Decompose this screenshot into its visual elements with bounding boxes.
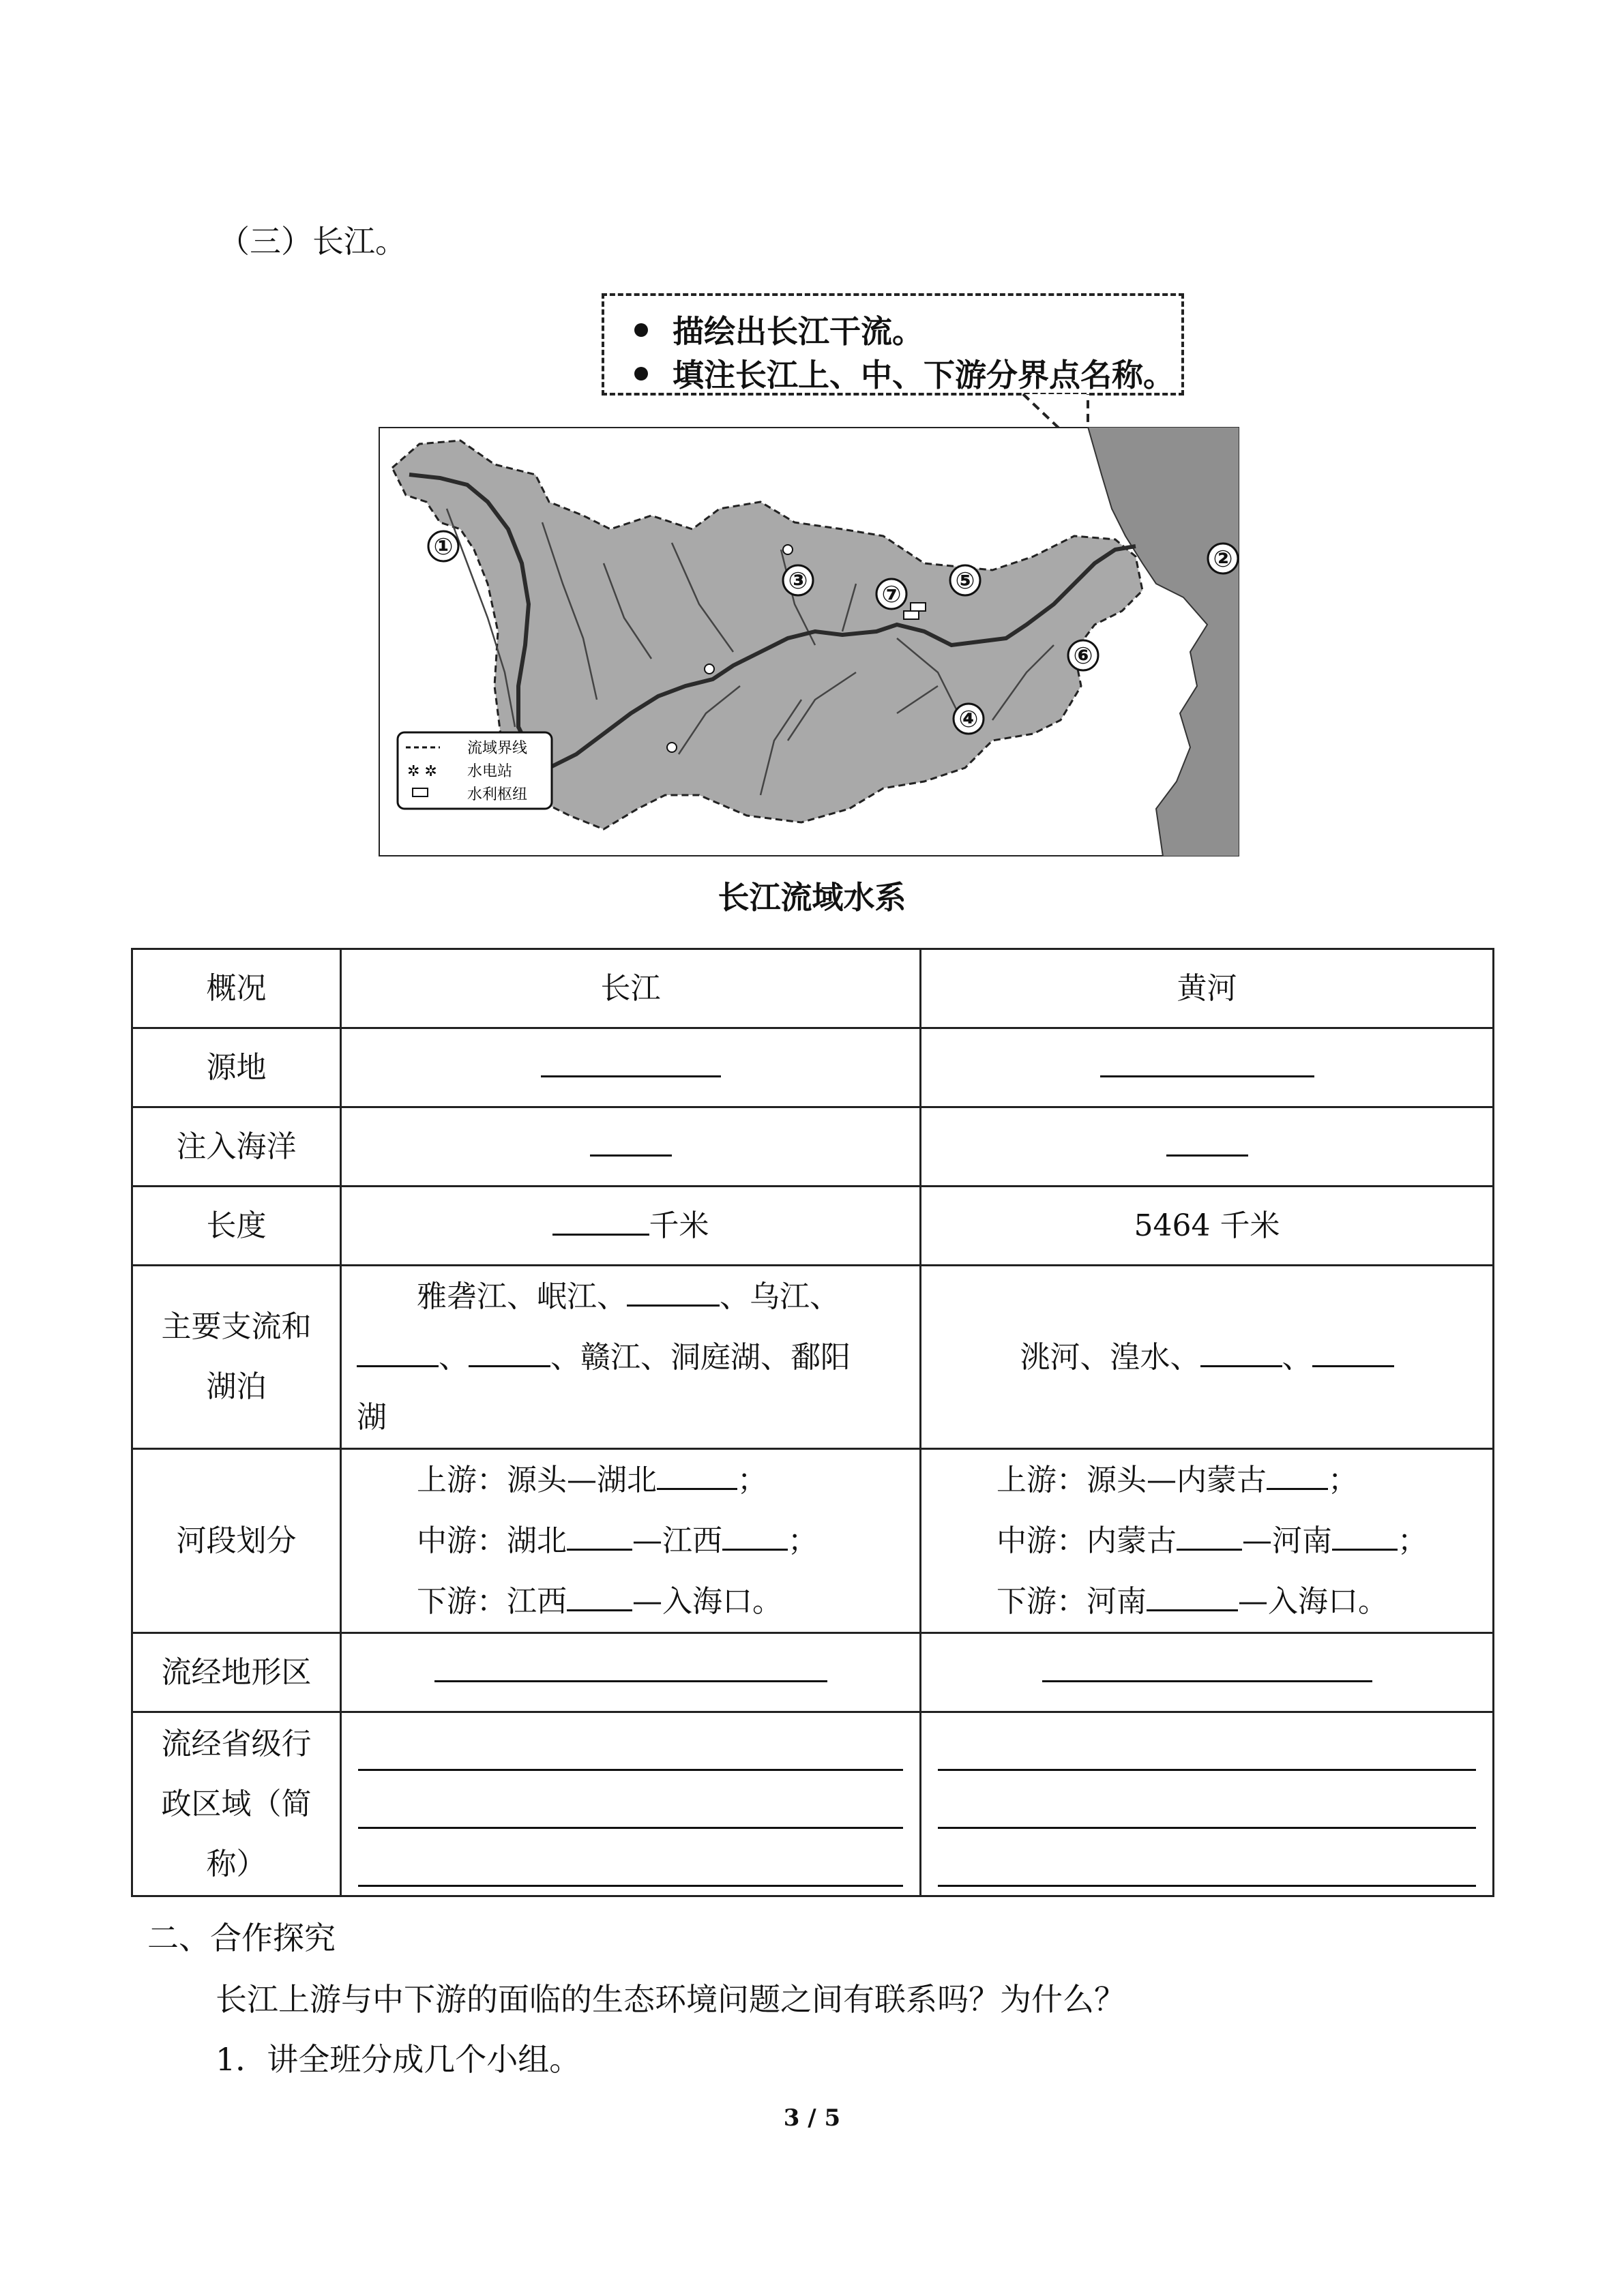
map-legend <box>398 732 552 809</box>
answer-blank[interactable] <box>469 1327 550 1367</box>
yangtze-segments: 上游：源头—湖北 ； 中游：湖北 —江西 ； 下游：江西 —入海口。 <box>341 1449 921 1633</box>
map-caption: 长江流域水系 <box>718 879 906 916</box>
yellow-river-tributaries: 洮河、湟水、 、 <box>921 1266 1494 1449</box>
length-unit: 千米 <box>649 1208 709 1243</box>
row-label: 主要支流和 湖泊 <box>132 1266 341 1449</box>
water-hub-icon <box>413 788 428 796</box>
marker-label: ⑥ <box>1073 642 1093 670</box>
bullet-icon <box>634 323 648 337</box>
answer-blank[interactable] <box>357 1327 439 1367</box>
marker-label: ② <box>1213 546 1233 573</box>
answer-blank[interactable] <box>657 1450 737 1490</box>
yellow-river-length: 5464 千米 <box>921 1187 1494 1266</box>
legend-boundary: 流域界线 <box>467 740 528 757</box>
answer-blank[interactable] <box>434 1642 827 1682</box>
answer-line[interactable] <box>938 1829 1476 1887</box>
bullet-icon <box>634 367 648 381</box>
legend-hydro: 水电站 <box>467 763 513 780</box>
answer-line[interactable] <box>358 1771 903 1829</box>
coop-heading: 二、合作探究 <box>147 1920 336 1956</box>
table-row-terrain <box>132 1633 1494 1712</box>
answer-blank[interactable] <box>1200 1327 1282 1367</box>
row-label: 源地 <box>132 1028 341 1107</box>
marker-label: ⑦ <box>881 581 902 608</box>
marker-label: ① <box>433 533 454 561</box>
answer-blank[interactable] <box>1177 1510 1242 1551</box>
answer-blank[interactable] <box>552 1195 649 1236</box>
answer-blank[interactable] <box>1100 1037 1314 1077</box>
yangtze-provinces <box>341 1712 921 1896</box>
yangtze-basin-map <box>379 427 1239 856</box>
row-label: 注入海洋 <box>132 1107 341 1187</box>
answer-blank[interactable] <box>1332 1510 1398 1551</box>
instruction-callout <box>602 293 1184 396</box>
table-header-row <box>132 949 1494 1028</box>
section-title: （三）长江。 <box>218 223 407 260</box>
answer-blank[interactable] <box>1042 1642 1372 1682</box>
answer-blank[interactable] <box>722 1510 788 1551</box>
table-row-ocean <box>132 1107 1494 1187</box>
header-cell: 黄河 <box>921 949 1494 1028</box>
row-label: 流经地形区 <box>132 1633 341 1712</box>
answer-line[interactable] <box>358 1713 903 1771</box>
answer-blank[interactable] <box>627 1266 720 1307</box>
callout-item-1: 描绘出长江干流。 <box>634 307 924 352</box>
answer-blank[interactable] <box>567 1510 632 1551</box>
answer-blank[interactable] <box>1147 1571 1238 1611</box>
answer-blank[interactable] <box>567 1571 632 1611</box>
table-row-provinces <box>132 1712 1494 1896</box>
answer-line[interactable] <box>938 1771 1476 1829</box>
answer-blank[interactable] <box>1267 1450 1328 1490</box>
marker-label: ④ <box>958 706 979 733</box>
hydro-station-icon: ✲ ✲ <box>407 763 437 780</box>
answer-blank[interactable] <box>1312 1327 1394 1367</box>
row-label: 河段划分 <box>132 1449 341 1633</box>
row-label: 长度 <box>132 1187 341 1266</box>
header-cell: 长江 <box>341 949 921 1028</box>
answer-line[interactable] <box>358 1829 903 1887</box>
table-row-length <box>132 1187 1494 1266</box>
header-cell: 概况 <box>132 949 341 1028</box>
callout-item-2: 填注长江上、中、下游分界点名称。 <box>634 351 1175 396</box>
coop-step-1: 1．讲全班分成几个小组。 <box>216 2041 581 2078</box>
marker-label: ③ <box>788 567 808 595</box>
marker-label: ⑤ <box>955 567 975 595</box>
row-label: 流经省级行 政区域（简 称） <box>132 1712 341 1896</box>
yangtze-tributaries: 雅砻江、岷江、 、乌江、 、 、赣江、洞庭湖、鄱阳 湖 <box>341 1266 921 1449</box>
table-row-source <box>132 1028 1494 1107</box>
answer-blank[interactable] <box>590 1116 672 1157</box>
table-row-segments <box>132 1449 1494 1633</box>
answer-line[interactable] <box>938 1713 1476 1771</box>
page-number: 3 / 5 <box>783 2104 841 2132</box>
answer-blank[interactable] <box>541 1037 721 1077</box>
river-comparison-table <box>131 948 1494 1897</box>
table-row-tributaries <box>132 1266 1494 1449</box>
answer-blank[interactable] <box>1166 1116 1248 1157</box>
yellow-river-segments: 上游：源头—内蒙古 ； 中游：内蒙古 —河南 ； 下游：河南 —入海口。 <box>921 1449 1494 1633</box>
coop-question: 长江上游与中下游的面临的生态环境问题之间有联系吗？为什么？ <box>216 1981 1125 2018</box>
legend-hub: 水利枢纽 <box>467 786 528 803</box>
yellow-river-provinces <box>921 1712 1494 1896</box>
